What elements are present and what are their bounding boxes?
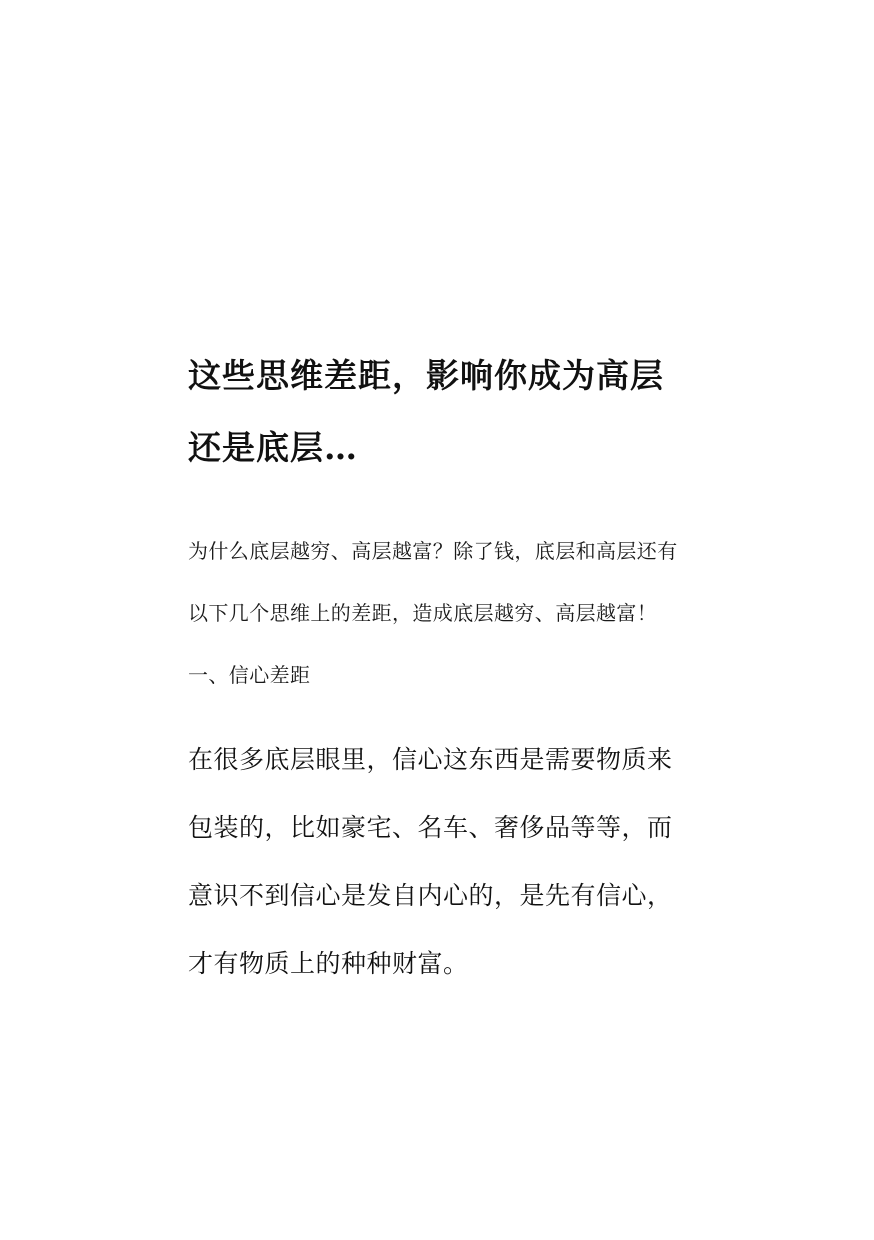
article-body: [188, 340, 688, 998]
intro-paragraph: 为什么底层越穷、高层越富？除了钱，底层和高层还有以下几个思维上的差距，造成底层越穷、高层越富！: [188, 539, 678, 625]
section-heading: 一、信心差距: [188, 663, 311, 687]
article-title: 这些思维差距，影响你成为高层还是底层…: [188, 356, 664, 467]
section-paragraph: 在很多底层眼里，信心这东西是需要物质来包装的，比如豪宅、名车、奢侈品等等，而意识不到信心是发自内心的，是先有信心，才有物质上的种种财富。: [188, 745, 673, 978]
